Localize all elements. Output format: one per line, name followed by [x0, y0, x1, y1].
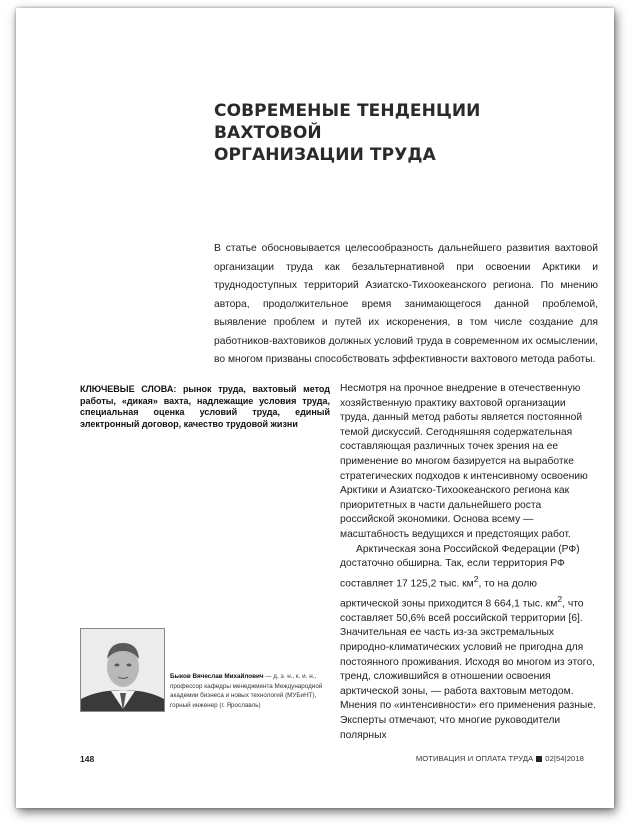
- author-info: [170, 672, 330, 710]
- body-paragraph-2-part-b: , то на долю арктической зоны приходится 8 664,1 тыс. км: [340, 578, 558, 610]
- keywords-label: КЛЮЧЕВЫЕ СЛОВА:: [80, 384, 177, 394]
- journal-page: [16, 8, 614, 808]
- square-bullet-icon: [536, 756, 542, 762]
- journal-issue: 02|54|2018: [545, 754, 584, 763]
- abstract-text: В статье обосновывается целесообразность дальнейшего развития вахтовой организации труда как безальтернативной при освоении Арктики и труднодоступных территорий Азиатско-Тихоокеанского региона. По мнению автора, продолжительное время занимающегося данной проблемой, выявление проблем и путей их искоренения, в том числе создание для работников-вахтовиков должных условий труда в современном их осмыслении, во многом призваны способствовать эффективности вахтового метода работы.: [214, 243, 598, 365]
- article-abstract: [214, 240, 598, 370]
- body-paragraph-2-part-a: Арктическая зона Российской Федерации (РФ) достаточно обширна. Так, если территория РФ составляет 17 125,2 тыс. км: [340, 543, 580, 590]
- body-paragraph-1: Несмотря на прочное внедрение в отечественную хозяйственную практику вахтовой организации труда, данный метод работы является постоянной темой дискуссий. Сегодняшняя содержательная составляющая различных точек зрения на ее применение во многом базируется на выработке стратегических подходов к интенсивному освоению Арктики и Азиатско-Тихоокеанского региона как приоритетных в части дальнейшего роста российской экономики. Основа всему — масштабность ведущихся и предстоящих работ.: [340, 383, 588, 540]
- author-portrait-image: [81, 629, 164, 711]
- journal-name: МОТИВАЦИЯ И ОПЛАТА ТРУДА: [415, 754, 534, 763]
- km-squared-superscript: 2: [473, 573, 479, 584]
- body-paragraph-2: [340, 543, 598, 744]
- title-line-2: ОРГАНИЗАЦИИ ТРУДА: [214, 145, 436, 165]
- article-body: [340, 382, 598, 743]
- author-photo: [80, 628, 165, 712]
- keywords-text: рынок труда, вахтовый метод работы, «дикая» вахта, надлежащие условия труда, специальная оценка условий труда, единый электронный договор, качество трудовой жизни: [80, 384, 330, 429]
- article-title: [214, 100, 594, 166]
- body-paragraph-2-part-c: , что составляет 50,6% всей российской территории [6]. Значительная ее часть из-за экстремальных природно-климатических условий не пригодна для постоянного проживания. Исходя во многом из этого, тренд, сложившийся в отношении освоения арктической зоны, — работа вахтовым методом. Мнения по «интенсивности» его применения разные. Эксперты отмечают, что многие руководители полярных: [340, 598, 596, 741]
- title-line-1: СОВРЕМЕНЫЕ ТЕНДЕНЦИИ ВАХТОВОЙ: [214, 101, 481, 143]
- keywords-block: [80, 384, 330, 430]
- km-squared-superscript: 2: [557, 593, 563, 604]
- page-number: 148: [80, 754, 95, 764]
- journal-footer: [416, 754, 584, 763]
- author-name: Быков Вячеслав Михайлович: [170, 673, 264, 680]
- author-details: — д. э. н., к. и. н., профессор кафедры менеджмента Международной академии бизнеса и новых технологий (МУБиНТ), горный инженер (г. Ярославль): [170, 673, 323, 709]
